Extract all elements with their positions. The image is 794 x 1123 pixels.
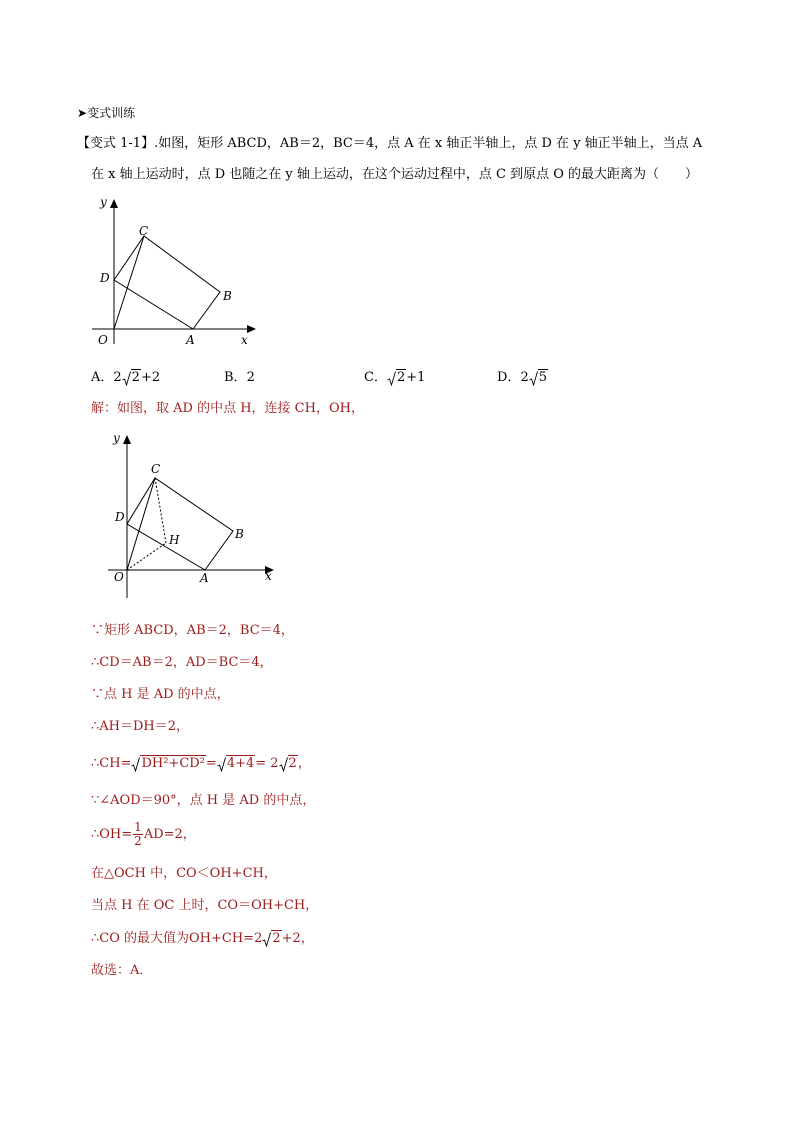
solution-step-9: 当点 H 在 OC 上时，CO＝OH+CH， — [91, 898, 319, 913]
rectangle-abcd — [114, 236, 220, 329]
y-axis-arrow-icon — [123, 435, 131, 444]
label-h: H — [169, 533, 180, 547]
solution-step-2: ∴CD＝AB＝2，AD＝BC＝4， — [91, 655, 273, 670]
solution-step-1: ∵矩形 ABCD，AB＝2，BC＝4， — [91, 623, 294, 638]
label-d: D — [115, 510, 125, 524]
segment-ch-dashed — [155, 478, 166, 543]
label-x: x — [241, 333, 248, 347]
segment-oc — [127, 478, 155, 570]
x-axis-arrow-icon — [247, 325, 256, 333]
section-heading — [77, 104, 135, 121]
label-a: A — [186, 333, 195, 347]
option-d: D．2 5 — [497, 370, 547, 385]
sqrt-icon: DH²+CD² — [131, 756, 205, 772]
solution-step-6: ∵∠AOD＝90°，点 H 是 AD 的中点， — [91, 793, 316, 808]
figure-1-coordinate-rectangle — [84, 192, 264, 352]
solution-step-5: ∴CH= DH²+CD²= 4+4= 2 2， — [91, 756, 311, 771]
option-b: B．2 — [224, 370, 255, 385]
label-y: y — [100, 195, 107, 209]
solution-step-7: ∴OH= $\frac{1}{2}$ AD=2， — [91, 820, 196, 848]
figure-2-solution-diagram — [100, 428, 280, 600]
arrow-bullet-icon: ➤ — [77, 106, 88, 120]
solution-intro: 解：如图，取 AD 的中点 H，连接 CH，OH， — [91, 401, 364, 416]
section-title: 变式训练 — [87, 106, 136, 120]
label-b: B — [235, 527, 244, 541]
solution-step-8: 在△OCH 中，CO＜OH+CH， — [91, 866, 277, 881]
sqrt-icon: 2 — [387, 370, 406, 386]
rectangle-abcd — [127, 478, 233, 570]
label-c: C — [139, 224, 149, 238]
solution-answer: 故选：A． — [91, 963, 153, 978]
solution-step-4: ∴AH＝DH＝2， — [91, 719, 190, 734]
option-a: A．2 2+2 — [91, 370, 161, 385]
option-c: C． 2+1 — [364, 370, 426, 385]
label-o: O — [114, 570, 124, 584]
y-axis-arrow-icon — [110, 199, 118, 208]
label-b: B — [223, 289, 232, 303]
solution-step-3: ∵点 H 是 AD 的中点， — [91, 687, 230, 702]
sqrt-icon: 2 — [279, 756, 298, 772]
segment-oh-dashed — [127, 543, 166, 570]
problem-tag: 【变式 1-1】 — [77, 136, 155, 151]
label-o: O — [98, 333, 108, 347]
sqrt-icon: 5 — [529, 370, 548, 386]
problem-line-2: 在 x 轴上运动时，点 D 也随之在 y 轴上运动，在这个运动过程中，点 C 到原点 O 的最大距离为（ ） — [91, 167, 699, 182]
label-y: y — [113, 431, 120, 445]
problem-line-1: 【变式 1-1】.如图，矩形 ABCD，AB＝2，BC＝4，点 A 在 x 轴正半轴上，点 D 在 y 轴正半轴上，当点 A — [77, 136, 703, 151]
solution-step-10: ∴CO 的最大值为OH+CH=2 2+2， — [91, 931, 314, 946]
label-x: x — [265, 569, 272, 583]
label-a: A — [200, 571, 209, 585]
fraction-one-half: $\frac{1}{2}$ — [134, 820, 142, 848]
label-d: D — [100, 271, 110, 285]
label-c: C — [151, 462, 161, 476]
sqrt-icon: 4+4 — [217, 756, 255, 772]
sqrt-icon: 2 — [262, 931, 281, 947]
sqrt-icon: 2 — [122, 370, 141, 386]
